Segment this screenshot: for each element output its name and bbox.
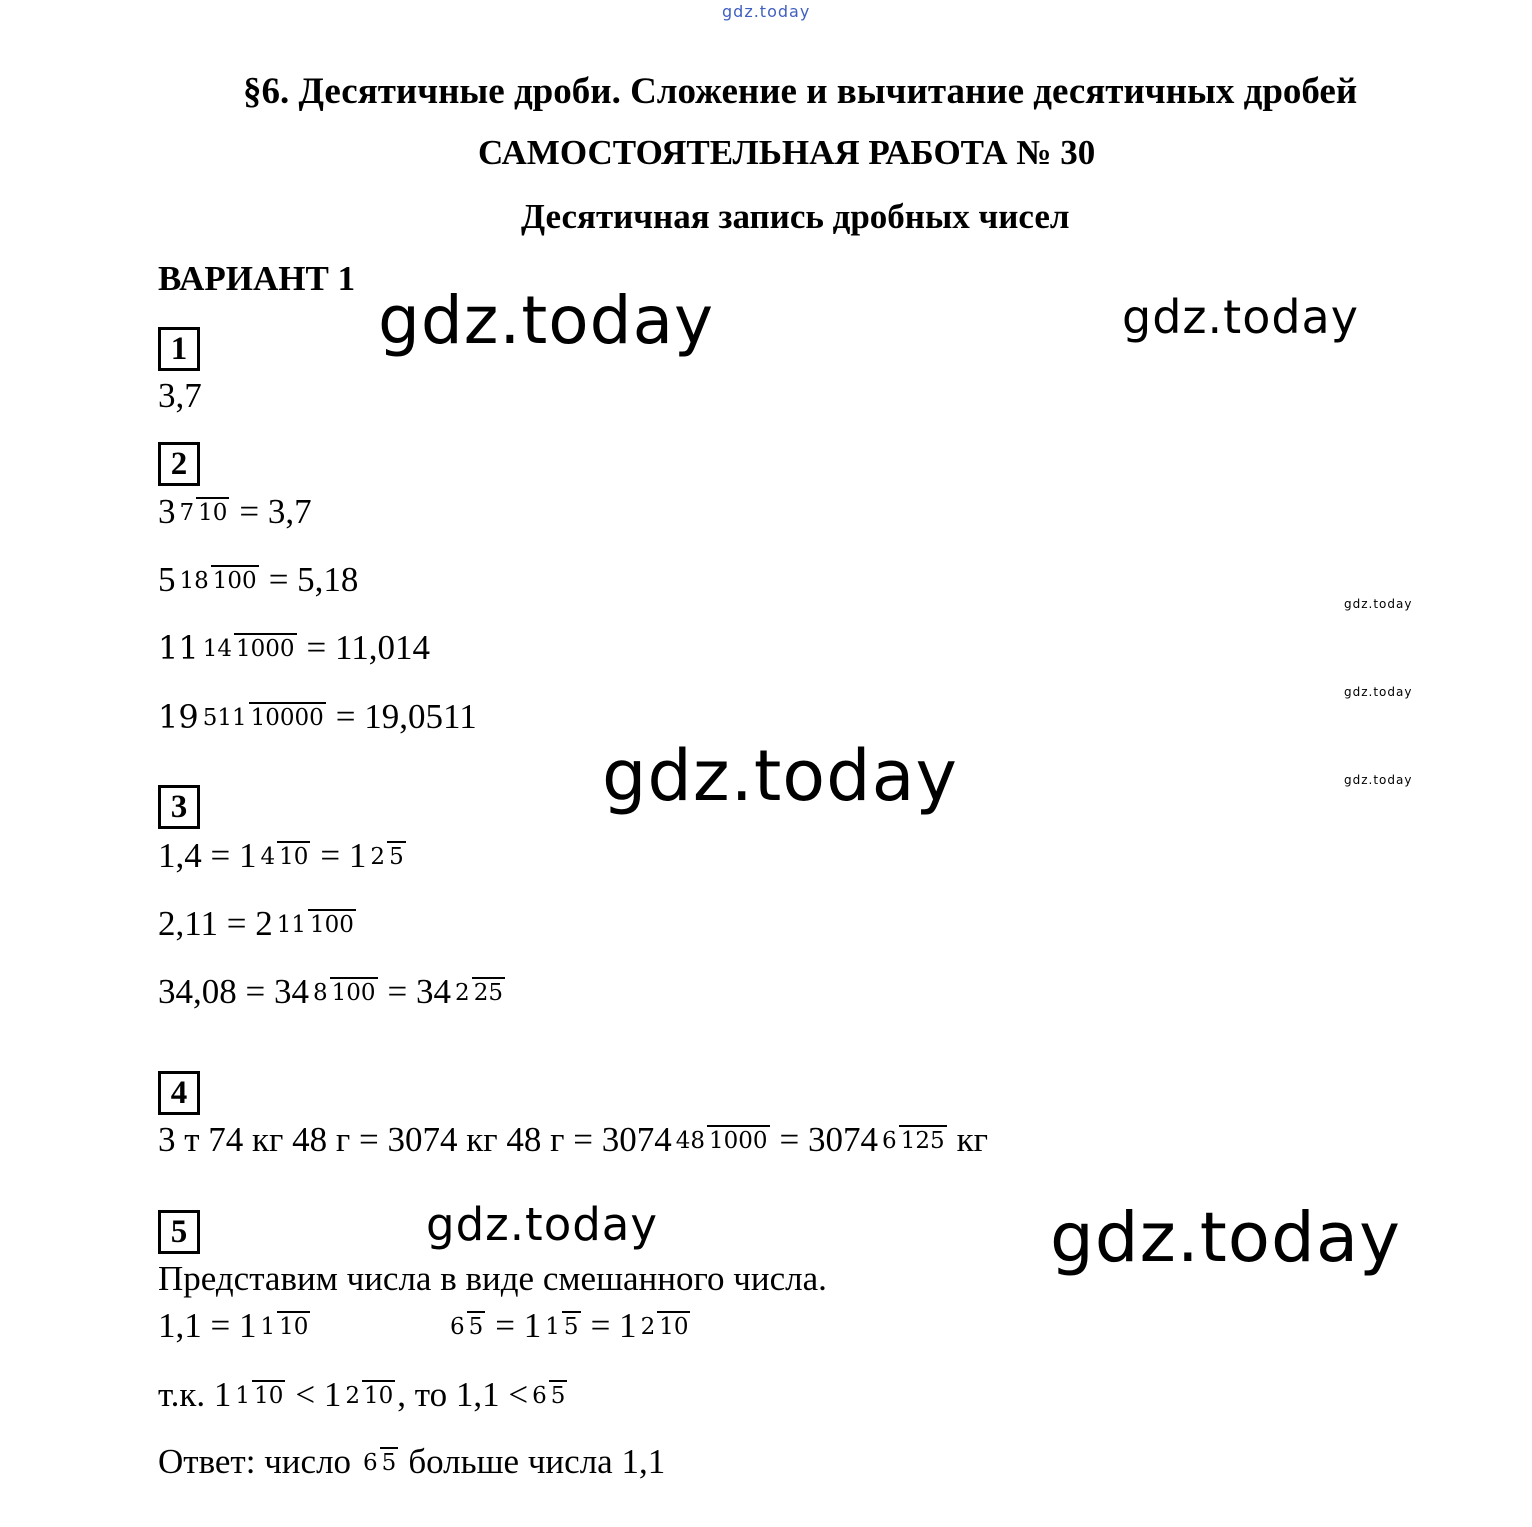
fraction — [201, 633, 297, 664]
watermark-small-1: gdz.today — [1344, 597, 1413, 611]
expression-part: = 1 — [320, 836, 367, 875]
fraction — [530, 1380, 567, 1411]
mixed-whole: 11 — [158, 629, 199, 667]
task-5-number: 5 — [158, 1210, 200, 1254]
equation-rest: = 19,0511 — [335, 697, 477, 736]
numerator: 1 — [235, 1382, 251, 1409]
numerator: 7 — [179, 499, 195, 526]
numerator: 511 — [202, 704, 247, 731]
denominator: 10 — [277, 1311, 310, 1342]
answer-suffix: больше числа 1,1 — [408, 1442, 666, 1481]
expression-part: 34,08 = 34 — [158, 972, 309, 1011]
equation-rest: = 5,18 — [268, 560, 359, 599]
denominator: 100 — [330, 977, 378, 1008]
task-2-line-1 — [158, 492, 312, 532]
fraction — [453, 977, 505, 1008]
fraction — [674, 1125, 770, 1156]
task-1-answer: 3,7 — [158, 376, 202, 415]
task-3-line-1 — [158, 836, 408, 876]
task-4-number: 4 — [158, 1071, 200, 1115]
section-title: §6. Десятичные дроби. Сложение и вычитание десятичных дробей — [243, 71, 1358, 112]
expression-part: = 34 — [387, 972, 452, 1011]
numerator: 18 — [179, 567, 209, 594]
numerator: 11 — [276, 911, 306, 938]
expression-part: 1,1 = 1 — [158, 1306, 257, 1345]
fraction — [343, 1380, 395, 1411]
numerator: 48 — [675, 1127, 705, 1154]
denominator: 5 — [549, 1380, 568, 1411]
watermark-small-2: gdz.today — [1344, 685, 1413, 699]
variant-label: ВАРИАНТ 1 — [158, 259, 356, 298]
task-5-line-2 — [158, 1375, 569, 1415]
expression-part: 1,4 = 1 — [158, 836, 257, 875]
expression-part: , то 1,1 < — [397, 1375, 529, 1414]
watermark-medium-2: gdz.today — [426, 1198, 659, 1251]
fraction — [639, 1311, 691, 1342]
expression-part: 2,11 = 2 — [158, 904, 273, 943]
task-5-intro: Представим числа в виде смешанного числа. — [158, 1259, 827, 1298]
fraction — [259, 841, 311, 872]
expression-part: = 1 — [590, 1306, 637, 1345]
denominator: 5 — [380, 1447, 399, 1478]
denominator: 5 — [562, 1311, 581, 1342]
task-2-line-4 — [158, 697, 477, 737]
mixed-whole: 3 — [158, 492, 176, 531]
numerator: 2 — [640, 1313, 656, 1340]
task-4-line — [158, 1120, 988, 1160]
fraction — [311, 977, 378, 1008]
task-2-line-2 — [158, 560, 358, 600]
denominator: 25 — [472, 977, 505, 1008]
numerator: 6 — [532, 1382, 547, 1409]
watermark-small-3: gdz.today — [1344, 773, 1413, 787]
numerator: 1 — [260, 1313, 276, 1340]
expression-part: = 1 — [495, 1306, 542, 1345]
denominator: 10 — [657, 1311, 690, 1342]
answer-prefix: Ответ: число — [158, 1442, 352, 1481]
denominator: 5 — [467, 1311, 486, 1342]
task-5-line-1b — [446, 1306, 692, 1346]
denominator: 1000 — [707, 1125, 770, 1156]
watermark-top: gdz.today — [722, 2, 811, 21]
fraction — [543, 1311, 580, 1342]
numerator: 2 — [455, 979, 470, 1006]
equation-rest: = 11,014 — [306, 628, 430, 667]
fraction — [368, 841, 405, 872]
task-3-number: 3 — [158, 785, 200, 829]
expression-part: т.к. 1 — [158, 1375, 232, 1414]
denominator: 10 — [196, 497, 229, 528]
fraction — [233, 1380, 285, 1411]
task-2-number: 2 — [158, 442, 200, 486]
expression-part: 3 т 74 кг 48 г = 3074 кг 48 г = 3074 — [158, 1120, 672, 1159]
numerator: 14 — [202, 635, 232, 662]
fraction — [259, 1311, 311, 1342]
numerator: 6 — [450, 1313, 465, 1340]
unit-kg: кг — [956, 1120, 988, 1159]
work-title: САМОСТОЯТЕЛЬНАЯ РАБОТА № 30 — [478, 133, 1096, 172]
topic-title: Десятичная запись дробных чисел — [521, 197, 1070, 236]
denominator: 10000 — [249, 702, 326, 733]
task-3-line-2 — [158, 904, 358, 944]
numerator: 2 — [345, 1382, 360, 1409]
task-5-line-1a — [158, 1306, 312, 1346]
fraction — [201, 702, 326, 733]
task-2-line-3 — [158, 628, 430, 668]
task-3-line-3 — [158, 972, 507, 1012]
watermark-large-1: gdz.today — [378, 282, 715, 359]
fraction — [178, 565, 259, 596]
mixed-whole: 5 — [158, 560, 176, 599]
numerator: 8 — [313, 979, 328, 1006]
denominator: 1000 — [234, 633, 297, 664]
watermark-large-3: gdz.today — [1050, 1198, 1401, 1278]
denominator: 100 — [211, 565, 259, 596]
denominator: 125 — [899, 1125, 947, 1156]
task-1-number: 1 — [158, 327, 200, 371]
mixed-whole: 19 — [158, 698, 199, 736]
expression-part: = 3074 — [779, 1120, 879, 1159]
task-5-answer — [158, 1442, 665, 1482]
equation-rest: = 3,7 — [239, 492, 312, 531]
fraction — [178, 497, 230, 528]
fraction — [448, 1311, 485, 1342]
expression-part: < 1 — [295, 1375, 342, 1414]
watermark-medium-1: gdz.today — [1122, 290, 1359, 344]
denominator: 10 — [252, 1380, 285, 1411]
numerator: 6 — [363, 1449, 378, 1476]
fraction — [275, 909, 356, 940]
fraction — [361, 1447, 398, 1478]
watermark-large-2: gdz.today — [602, 735, 958, 817]
denominator: 10 — [277, 841, 310, 872]
denominator: 10 — [362, 1380, 395, 1411]
numerator: 6 — [882, 1127, 897, 1154]
numerator: 4 — [260, 843, 276, 870]
denominator: 100 — [308, 909, 356, 940]
fraction — [880, 1125, 947, 1156]
denominator: 5 — [387, 841, 406, 872]
numerator: 1 — [545, 1313, 560, 1340]
numerator: 2 — [370, 843, 386, 870]
